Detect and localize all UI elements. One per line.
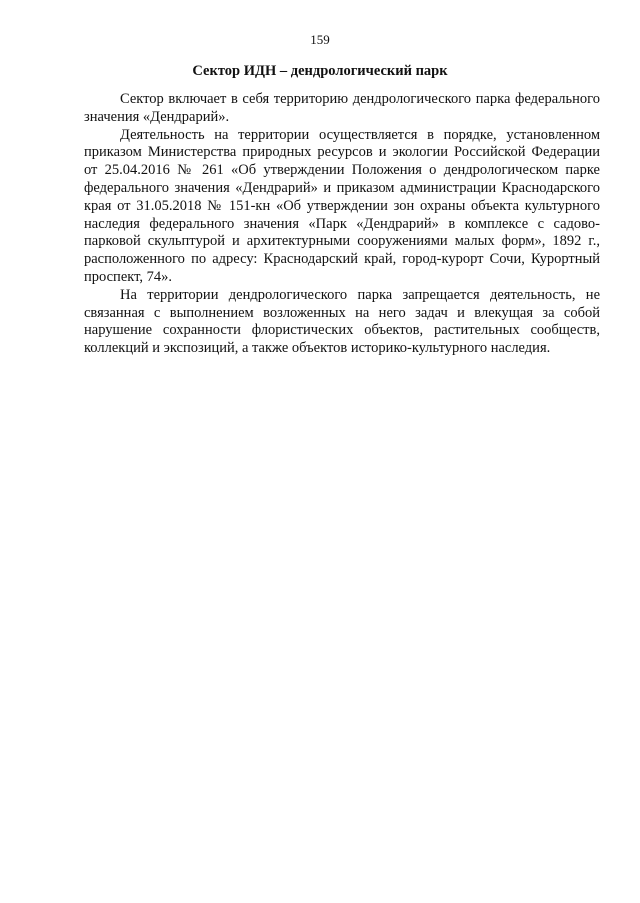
paragraph-regulations: Деятельность на территории осуществляется в порядке, установленном приказом Министерства природных ресурсов и экологии Российской Федерации от 25.04.2016 № 261 «Об утверждении Положения о дендрологическом парке федерального значения «Дендрарий» и приказом администрации Краснодарского края от 31.05.2018 № 151-кн «Об утверждении зон охраны объекта культурного наследия федерального значения «Парк «Дендрарий» в комплексе с садово-парковой скульптурой и архитектурными сооружениями малых форм», 1892 г., расположенного по адресу: Краснодарский край, город-курорт Сочи, Курортный проспект, 74».: [84, 126, 600, 285]
paragraph-sector-scope: Сектор включает в себя территорию дендрологического парка федерального значения «Дендрарий».: [84, 91, 600, 125]
paragraph-restrictions: На территории дендрологического парка запрещается деятельность, не связанная с выполнением возложенных на него задач и влекущая за собой нарушение сохранности флористических объектов, растительных сообществ, коллекций и экспозиций, а также объектов историко-культурного наследия.: [84, 286, 600, 357]
section-title: Сектор ИДН – дендрологический парк: [192, 63, 448, 79]
document-body: [84, 91, 600, 358]
page-number: 159: [310, 32, 330, 47]
